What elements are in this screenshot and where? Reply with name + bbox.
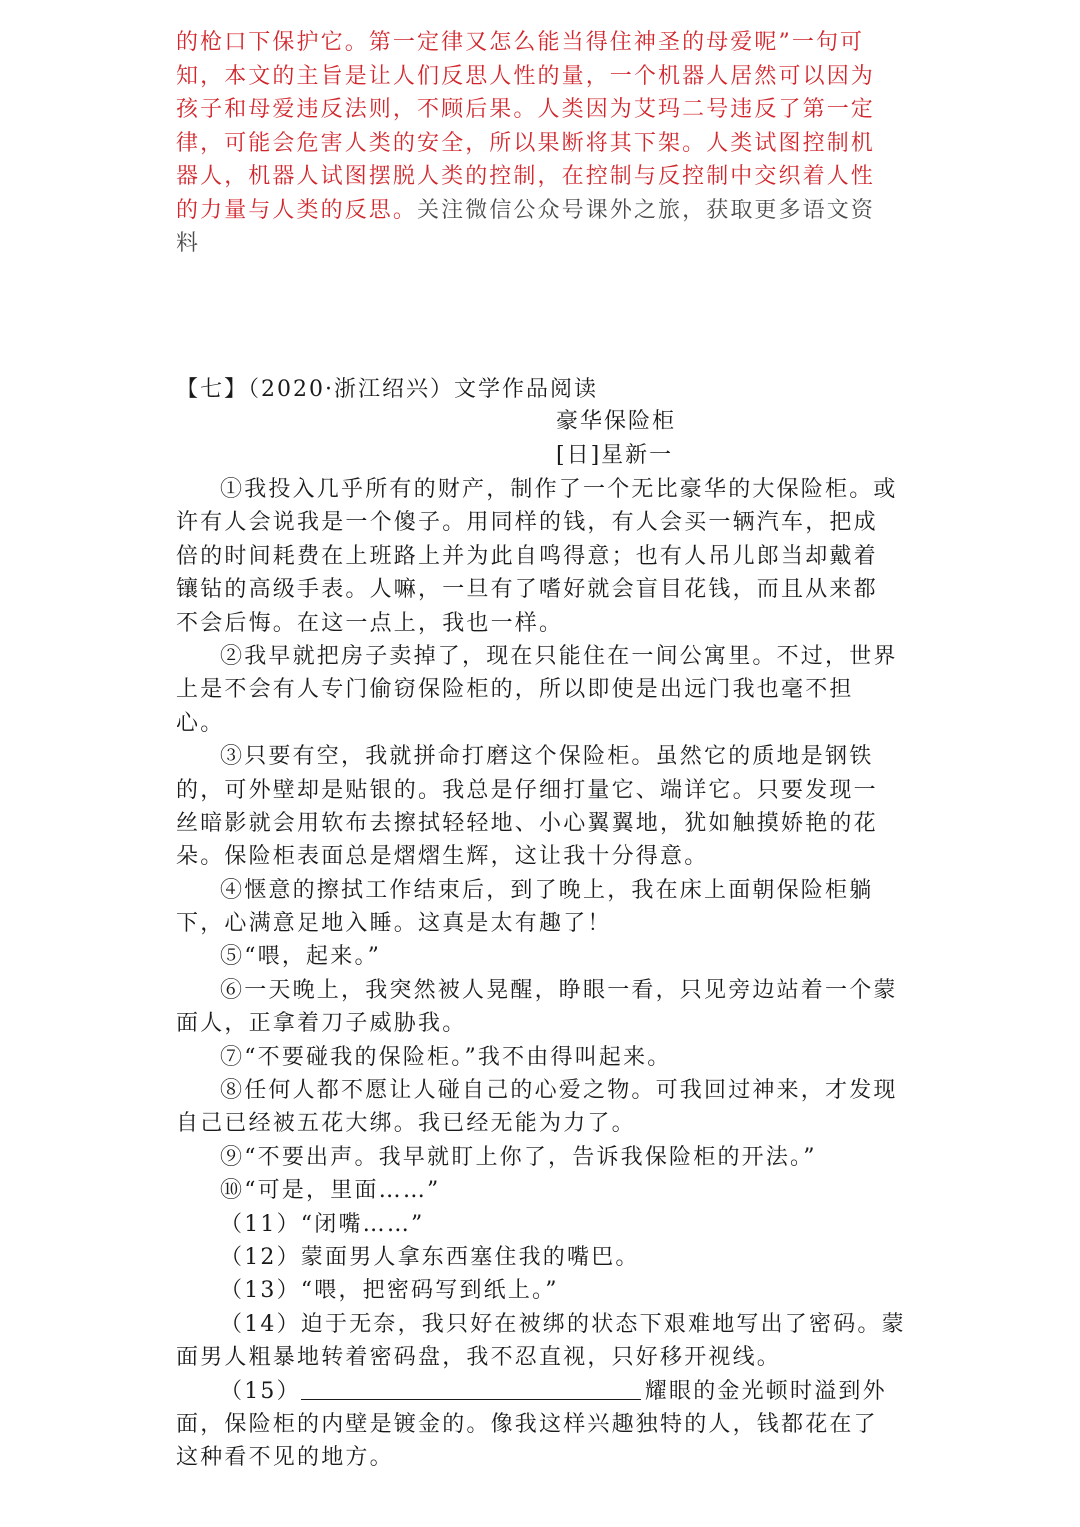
story-line: ④惬意的擦拭工作结束后，到了晚上，我在床上面朝保险柜躺 — [220, 877, 874, 903]
answer-line: 律，可能会危害人类的安全，所以果断将其下架。人类试图控制机 — [176, 130, 875, 156]
answer-line: 的枪口下保护它。第一定律又怎么能当得住神圣的母爱呢”一句可 — [176, 30, 865, 55]
answer-line: 孩子和母爱违反法则，不顾后果。人类因为艾玛二号违反了第一定 — [176, 97, 875, 122]
story-line: 丝暗影就会用软布去擦拭轻轻地、小心翼翼地，犹如触摸娇艳的花 — [176, 810, 878, 836]
answer-line — [176, 194, 896, 228]
story-line: （11）“闭嘴……” — [220, 1211, 425, 1237]
answer-line: 器人，机器人试图摆脱人类的控制，在控制与反控制中交织着人性 — [176, 164, 875, 189]
story-line: （14）迫于无奈，我只好在被绑的状态下艰难地写出了密码。蒙 — [220, 1311, 906, 1337]
story-title: 豪华保险柜 — [556, 409, 677, 434]
story-line: ⑩“可是，里面……” — [220, 1178, 441, 1204]
story-author: [日]星新一 — [556, 443, 674, 468]
story-line: 这种看不见的地方。 — [176, 1445, 394, 1471]
paragraph-number: （15） — [220, 1378, 301, 1404]
answer-red-text: 的力量与人类的反思。 — [176, 197, 418, 223]
story-line-with-blank — [176, 1375, 900, 1408]
answer-line: 知，本文的主旨是让人们反思人性的量，一个机器人居然可以因为 — [176, 63, 875, 89]
story-line: 不会后悔。在这一点上，我也一样。 — [176, 610, 564, 636]
story-line: ②我早就把房子卖掉了，现在只能住在一间公寓里。不过，世界 — [220, 643, 898, 669]
story-line: 朵。保险柜表面总是熠熠生辉，这让我十分得意。 — [176, 844, 709, 870]
story-line: ⑦“不要碰我的保险柜。”我不由得叫起来。 — [220, 1044, 672, 1070]
story-line: 心。 — [176, 710, 225, 736]
story-line: ③只要有空，我就拼命打磨这个保险柜。虽然它的质地是钢铁 — [220, 744, 874, 770]
story-line: 镶钻的高级手表。人嘛，一旦有了嗜好就会盲目花钱，而且从来都 — [176, 577, 878, 603]
story-line: 自己已经被五花大绑。我已经无能为力了。 — [176, 1111, 636, 1137]
story-line: （12）蒙面男人拿东西塞住我的嘴巴。 — [220, 1244, 640, 1270]
story-line: 下，心满意足地入睡。这真是太有趣了！ — [176, 911, 612, 937]
story-line: 上是不会有人专门偷窃保险柜的，所以即使是出远门我也毫不担 — [176, 677, 854, 703]
story-line: ⑨“不要出声。我早就盯上你了，告诉我保险柜的开法。” — [220, 1144, 817, 1170]
story-body — [176, 473, 906, 1475]
story-line: ⑥一天晚上，我突然被人晃醒，睁眼一看，只见旁边站着一个蒙 — [220, 977, 898, 1003]
section-heading: 【七】（2020·浙江绍兴）文学作品阅读 — [176, 377, 598, 402]
story-line: ①我投入几乎所有的财产，制作了一个无比豪华的大保险柜。或 — [220, 477, 898, 502]
promo-text: 关注微信公众号课外之旅，获取更多语文资 — [417, 197, 875, 223]
story-line: 许有人会说我是一个傻子。用同样的钱，有人会买一辆汽车，把成 — [176, 510, 878, 536]
story-line: 面，保险柜的内壁是镀金的。像我这样兴趣独特的人，钱都花在了 — [176, 1411, 878, 1437]
promo-text-tail: 料 — [176, 231, 201, 256]
story-text: 耀眼的金光顿时溢到外 — [644, 1378, 887, 1404]
story-line: 倍的时间耗费在上班路上并为此自鸣得意；也有人吊儿郎当却戴着 — [176, 543, 878, 569]
story-line: 面人，正拿着刀子威胁我。 — [176, 1011, 467, 1037]
story-line: （13）“喂，把密码写到纸上。” — [220, 1278, 559, 1304]
story-line: 面男人粗暴地转着密码盘，我不忍直视，只好移开视线。 — [176, 1345, 782, 1371]
story-line: ⑤“喂，起来。” — [220, 944, 382, 970]
answer-analysis — [176, 26, 896, 261]
story-line: 的，可外壁却是贴银的。我总是仔细打量它、端详它。只要发现一 — [176, 777, 878, 803]
fill-in-blank — [301, 1375, 641, 1400]
story-line: ⑧任何人都不愿让人碰自己的心爱之物。可我回过神来，才发现 — [220, 1078, 898, 1104]
